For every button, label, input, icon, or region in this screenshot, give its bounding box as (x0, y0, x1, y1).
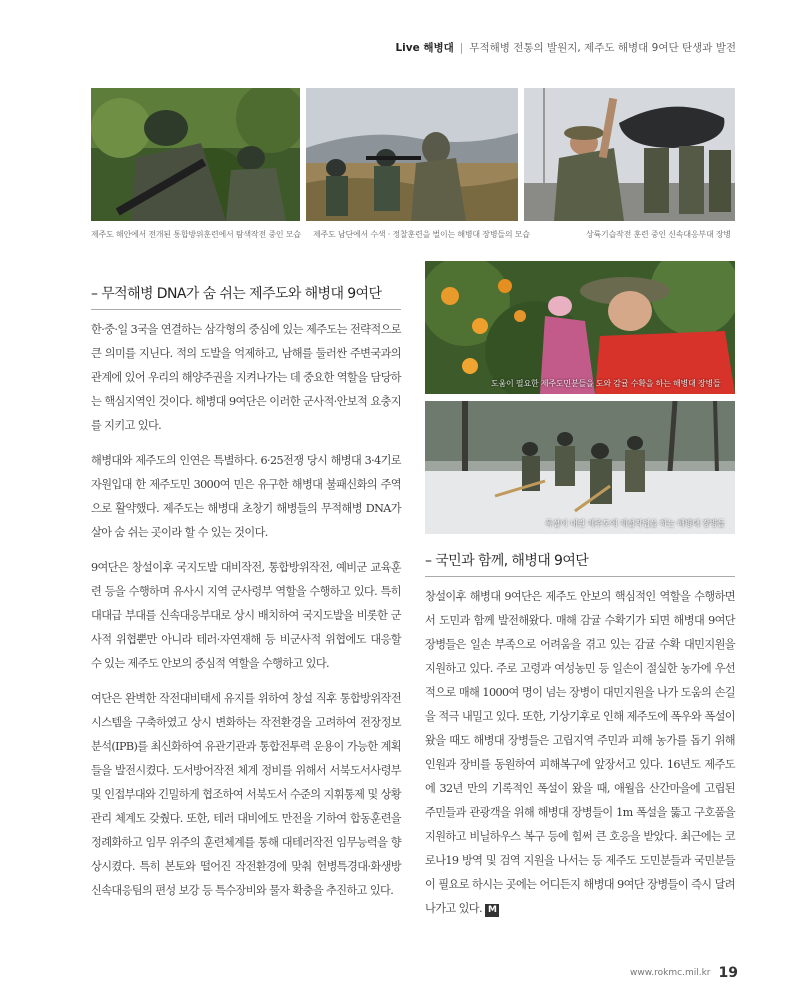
photo-snow-removal (425, 401, 735, 534)
right-column (425, 550, 735, 932)
header-separator: | (459, 42, 464, 54)
body-paragraph: 한·중·일 3국을 연결하는 삼각형의 중심에 있는 제주도는 전략적으로 큰 의미를 지닌다. 적의 도발을 억제하고, 남해를 둘러싼 주변국과의 관계에 있어 우리의 해양주권을 지켜나가는 데 중요한 역할을 담당하는 핵심지역인 것이다. 해병대 9여단은 이러한 군사적·안보적 요충지를 지키고 있다. (91, 323, 401, 432)
photo-search-operation (91, 88, 300, 221)
photo-caption: 폭설이 내린 제주도에 제설작업을 하는 해병대 장병들 (545, 519, 725, 528)
footer-url: www.rokmc.mil.kr (630, 968, 711, 978)
body-paragraph: 9여단은 창설이후 국지도발 대비작전, 통합방위작전, 예비군 교육훈련 등을 수행하며 유사시 지역 군사령부 역할을 수행하고 있다. 특히 대대급 부대를 신속대응부대로 상시 배치하여 국지도발을 비롯한 군사적 위협뿐만 아니라 테러·자연재해 등 비군사적 위협에도 대응할 수 있는 제주도 안보의 중심적 역할을 수행하고 있다. (91, 561, 401, 670)
photo-tangerine-harvest (425, 261, 735, 394)
body-text: 창설이후 해병대 9여단은 제주도 안보의 핵심적인 역할을 수행하면서 도민과 함께 발전해왔다. 매해 감귤 수확기가 되면 해병대 9여단 장병들은 일손 부족으로 어려움을 겪고 있는 감귤 수확 대민지원을 지원하고 있다. 주로 고령과 여성농민 등 일손이 절실한 농가에 우선적으로 매해 1000여 명이 넘는 장병이 대민지원을 나가 도움의 손길을 적극 내밀고 있다. 또한, 기상기후로 인해 제주도에 폭우와 폭설이 왔을 때도 해병대 장병들은 고립지역 주민과 피해 농가를 돕기 위해 인원과 장비를 동원하여 피해복구에 앞장서고 있다. 16년도 제주도에 32년 만의 기록적인 폭설이 왔을 때, 애월읍 산간마을에 고립된 주민들과 관광객을 위해 해병대 장병들이 1m 폭설을 뚫고 구호품을 지원하고 비닐하우스 복구 등에 힘써 큰 호응을 받았다. 최근에는 코로나19 방역 및 검역 지원을 나서는 등 제주도 도민분들과 국민분들이 필요로 하시는 곳에는 어디든지 해병대 9여단 장병들이 즉시 달려나가고 있다. (425, 590, 735, 915)
end-mark: M (485, 904, 499, 917)
body-paragraph: 해병대와 제주도의 인연은 특별하다. 6·25전쟁 당시 해병대 3·4기로 자원입대 한 제주도민 3000여 민은 유구한 해병대 불패신화의 주역으로 활약했다. 제주도는 해병대 초창기 해병들의 무적해병 DNA가 살아 숨 쉬는 곳이라 할 수 있는 것이다. (91, 454, 401, 539)
photo-amphibious-raid (524, 88, 735, 221)
photo-caption: 상륙기습작전 훈련 중인 신속대응부대 장병 (586, 230, 731, 239)
header-title: 무적해병 전통의 발원지, 제주도 해병대 9여단 탄생과 발전 (469, 42, 736, 54)
body-paragraph: 여단은 완벽한 작전대비태세 유지를 위하여 창설 직후 통합방위작전시스템을 구축하였고 상시 변화하는 작전환경을 고려하여 전장정보분석(IPB)를 최신화하여 유관기관과 통합전투력 운용이 가능한 계획들을 발전시켰다. 도서방어작전 체계 정비를 위해서 서북도서사령부 및 인접부대와 긴밀하게 협조하여 서북도서 수준의 지휘통제 및 상황관리 체계도 갖췄다. 또한, 테러 대비에도 만전을 기하여 합동훈련을 정례화하고 임무 위주의 훈련체계를 통해 대테러작전 임무능력을 향상시켰다. 특히 본토와 떨어진 작전환경에 맞춰 헌병특경대·화생방 신속대응팀의 편성 보강 등 특수장비와 물자 확충을 추진하고 있다. (91, 692, 401, 897)
section-label: Live 해병대 (395, 42, 454, 54)
photo-caption: 제주도 해안에서 전개된 통합방위훈련에서 탐색작전 중인 모습 (91, 230, 301, 239)
running-header (395, 40, 736, 55)
page-footer (630, 965, 738, 981)
section-heading: – 국민과 함께, 해병대 9여단 (425, 550, 735, 577)
page-number: 19 (718, 965, 738, 981)
section-heading: – 무적해병 DNA가 숨 쉬는 제주도와 해병대 9여단 (91, 283, 401, 310)
body-paragraph (425, 585, 735, 921)
left-column (91, 283, 401, 914)
photo-recon-training (306, 88, 518, 221)
photo-caption: 제주도 남단에서 수색 · 정찰훈련을 벌이는 해병대 장병들의 모습 (313, 230, 530, 239)
photo-caption: 도움이 필요한 제주도민분들을 도와 감귤 수확을 하는 해병대 장병들 (491, 379, 721, 388)
